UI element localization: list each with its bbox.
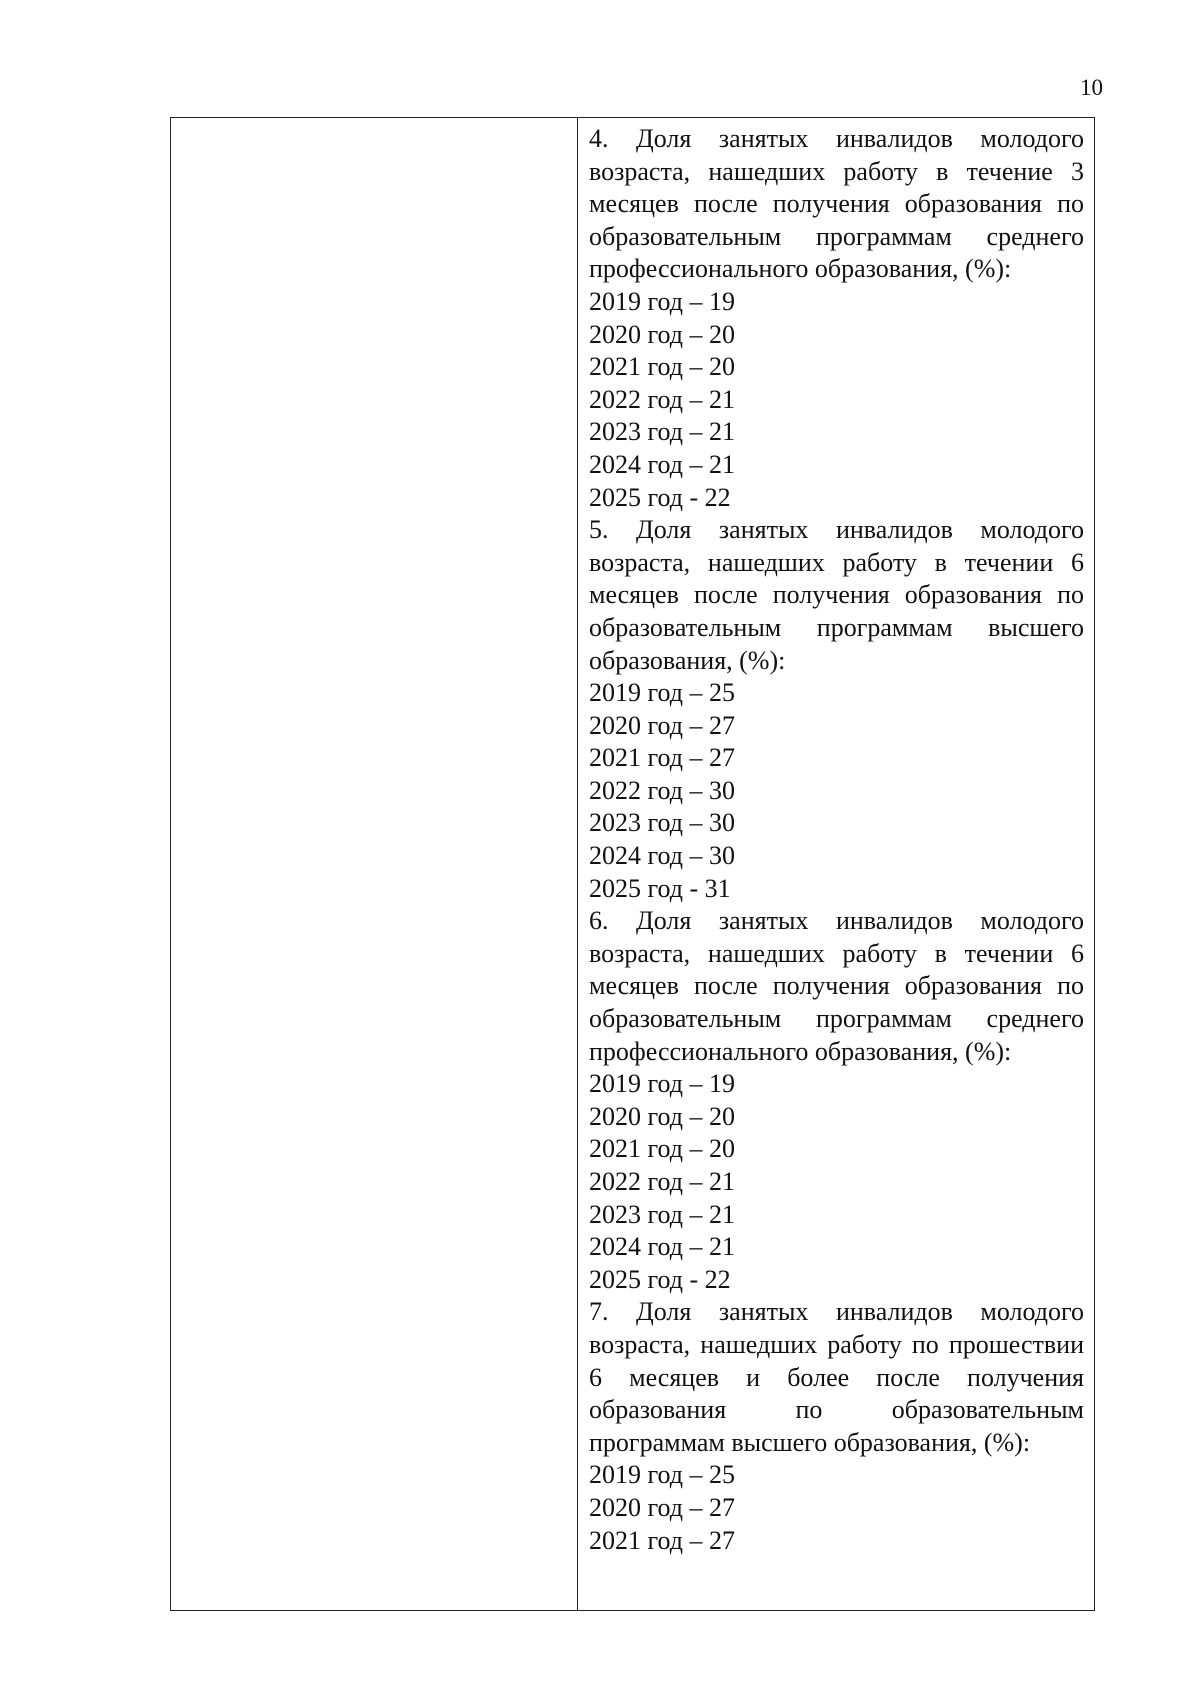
- year-value-line: 2021 год – 20: [589, 352, 735, 382]
- year-value-line: 2024 год – 21: [589, 1232, 735, 1262]
- year-value-line: 2021 год – 20: [589, 1134, 735, 1164]
- year-value-line: 2019 год – 19: [589, 1069, 735, 1099]
- year-value-line: 2022 год – 21: [589, 1167, 735, 1196]
- indicator-heading: 6. Доля занятых инвалидов молодого возраста, нашедших работу в течении 6 месяцев после получения образования по образовательным программам среднего профессионального образования, (%):: [589, 906, 1084, 1066]
- year-value-line: 2020 год – 20: [589, 1101, 735, 1131]
- document-table: [170, 117, 1095, 1611]
- year-value-line: 2019 год – 25: [589, 1460, 735, 1490]
- indicator-block-6: [589, 905, 1084, 1296]
- year-value-line: 2025 год - 22: [589, 1264, 731, 1294]
- year-value-line: 2020 год – 27: [589, 1492, 735, 1522]
- year-value-line: 2019 год – 25: [589, 678, 735, 708]
- indicator-block-5: [589, 514, 1084, 905]
- year-value-line: 2024 год – 30: [589, 841, 735, 871]
- year-value-line: 2020 год – 20: [589, 319, 735, 349]
- indicator-heading: 7. Доля занятых инвалидов молодого возраста, нашедших работу по прошествии 6 месяцев и более после получения образования по образовательным программам высшего образования, (%):: [589, 1297, 1084, 1457]
- indicator-block-7: [589, 1296, 1084, 1557]
- year-value-line: 2025 год - 22: [589, 482, 731, 512]
- year-value-line: 2023 год – 30: [589, 808, 735, 838]
- indicator-block-4: [589, 123, 1084, 514]
- year-value-line: 2021 год – 27: [589, 743, 735, 773]
- indicator-heading: 4. Доля занятых инвалидов молодого возраста, нашедших работу в течение 3 месяцев после получения образования по образовательным программам среднего профессионального образования, (%):: [589, 124, 1084, 284]
- indicator-heading: 5. Доля занятых инвалидов молодого возраста, нашедших работу в течении 6 месяцев после получения образования по образовательным программам высшего образования, (%):: [589, 515, 1084, 675]
- year-value-line: 2025 год - 31: [589, 873, 731, 903]
- year-value-line: 2019 год – 19: [589, 286, 735, 316]
- year-value-line: 2021 год – 27: [589, 1525, 735, 1555]
- table-cell-right: [578, 118, 1094, 1610]
- year-value-line: 2022 год – 21: [589, 384, 735, 414]
- year-value-line: 2024 год – 21: [589, 449, 735, 479]
- year-value-line: 2022 год – 30: [589, 775, 735, 805]
- year-value-line: 2023 год – 21: [589, 417, 735, 447]
- page-number: 10: [1080, 75, 1103, 100]
- year-value-line: 2023 год – 21: [589, 1199, 735, 1229]
- table-cell-left-empty: [171, 118, 578, 1610]
- year-value-line: 2020 год – 27: [589, 710, 735, 740]
